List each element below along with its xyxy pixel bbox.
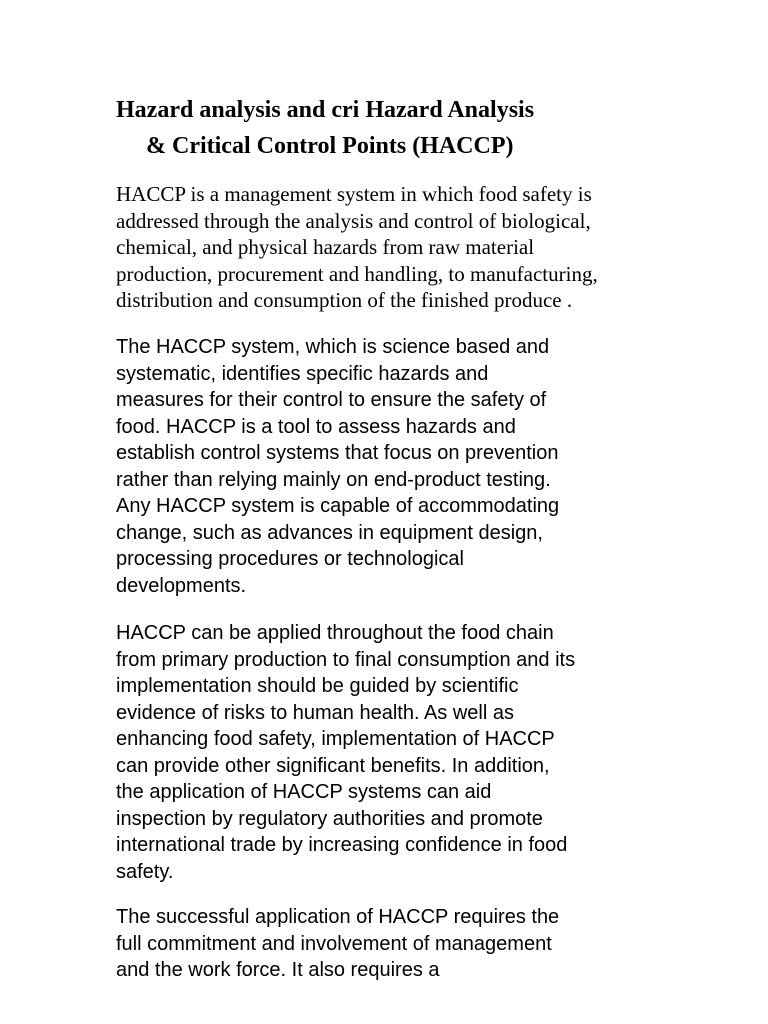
body-paragraph-1: The HACCP system, which is science based and systematic, identifies specific hazards and measures for their control to ensure the safety of food. HACCP is a tool to assess hazards and establish control systems that focus on prevention rather than relying mainly on end-product testing. Any HACCP system is capable of accommodating change, such as advances in equipment design, processing procedures or technological developments. bbox=[116, 336, 560, 597]
body-paragraph-2: HACCP can be applied throughout the food chain from primary production to final consumption and its implementation should be guided by scientific evidence of risks to human health. As well as enhancing food safety, implementation of HACCP can provide other significant benefits. In addition, the application of HACCP systems can aid inspection by regulatory authorities and promote international trade by increasing confidence in food safety. bbox=[116, 622, 576, 883]
document-title bbox=[116, 92, 676, 164]
intro-paragraph: HACCP is a management system in which food safety is addressed through the analysis and control of biological, chemical, and physical hazards from raw material production, procurement and handling, to manufacturing, distribution and consumption of the finished produce . bbox=[116, 182, 598, 312]
title-line-1: Hazard analysis and cri Hazard Analysis bbox=[116, 97, 535, 123]
body-paragraph-3: The successful application of HACCP requires the full commitment and involvement of management and the work force. It also requires a bbox=[116, 906, 560, 981]
title-line-2: & Critical Control Points (HACCP) bbox=[146, 133, 514, 159]
